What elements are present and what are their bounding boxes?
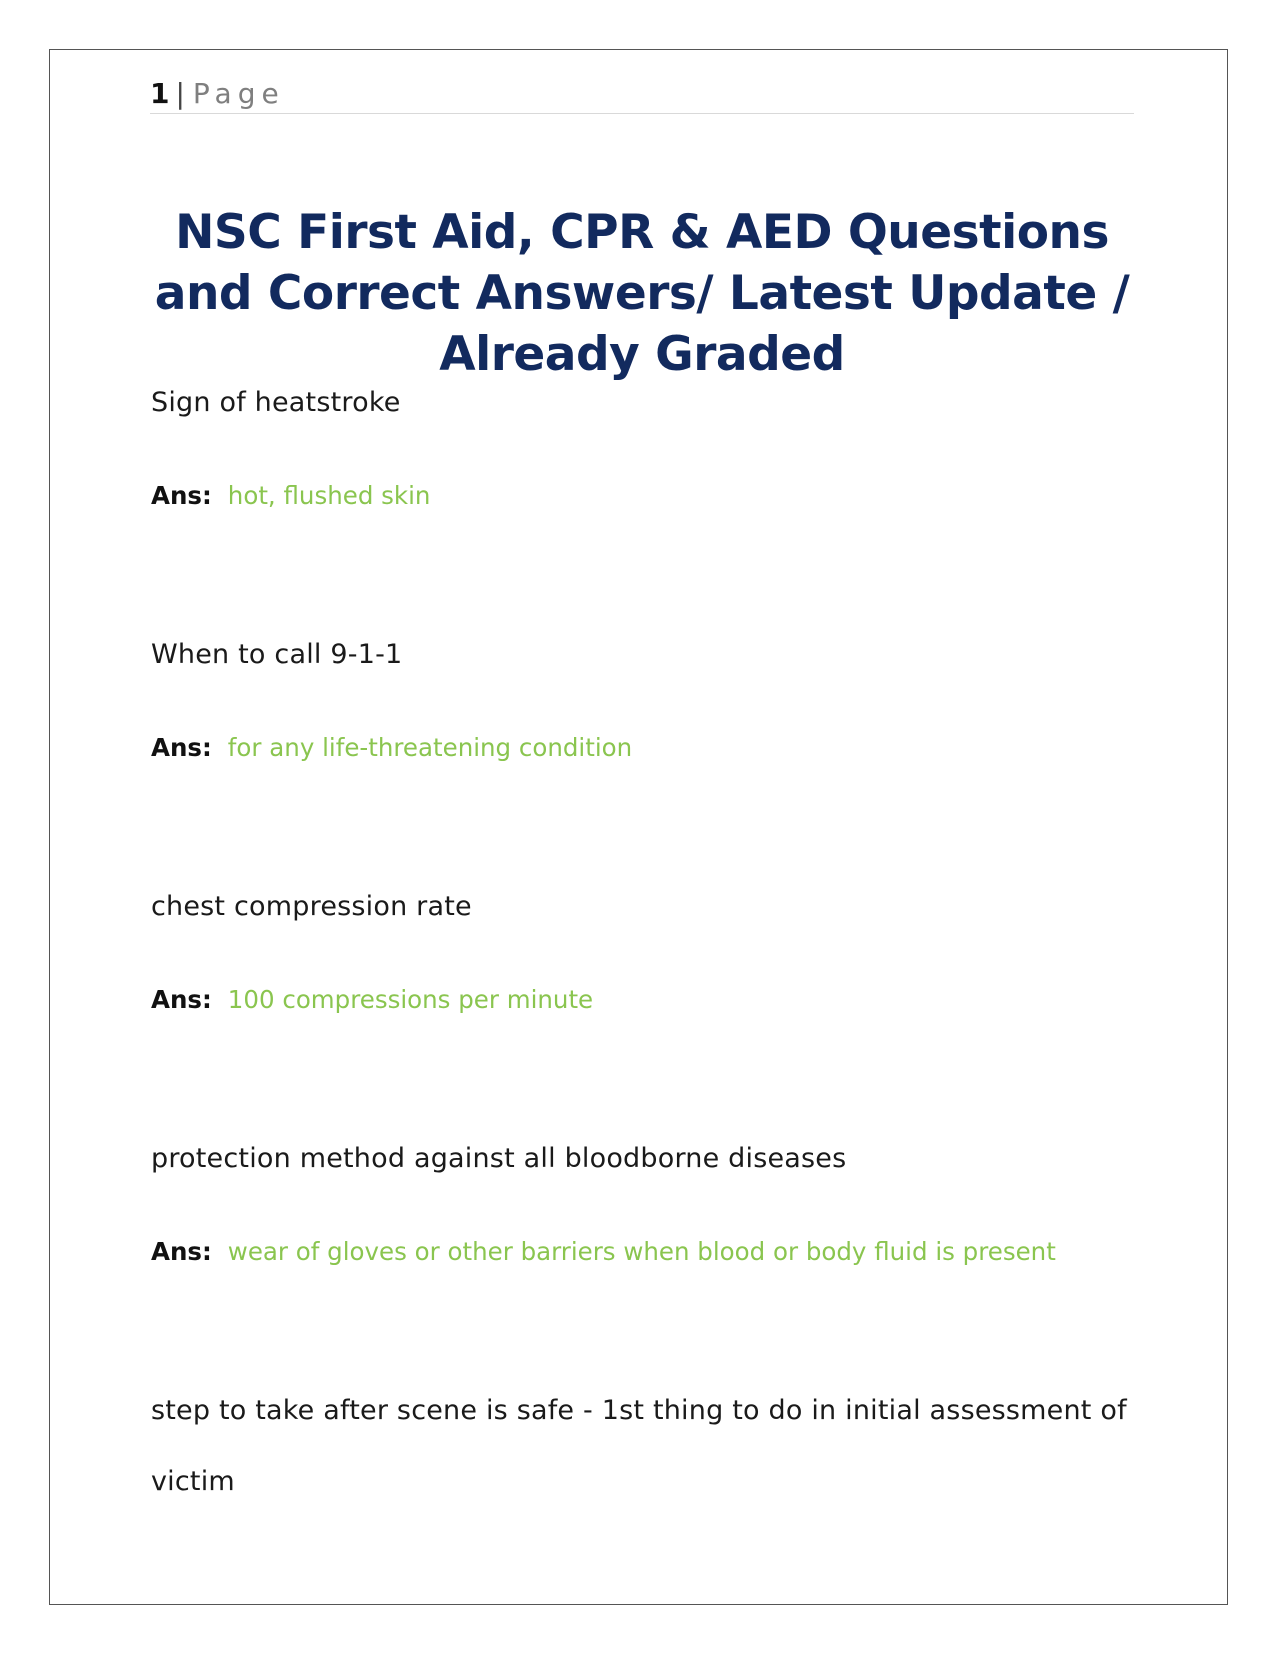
page-separator: | [175,77,185,110]
question-2: When to call 9-1-1 [151,639,403,670]
page-label: Page [192,77,285,110]
question-3: chest compression rate [151,891,472,922]
document-title: NSC First Aid, CPR & AED Questions and Correct Answers/ Latest Update / Already Graded [154,205,1130,382]
answer-1 [151,478,430,514]
answer-label: Ans: [151,733,212,762]
answer-text: wear of gloves or other barriers when blood or body fluid is present [227,1237,1056,1266]
answer-text: 100 compressions per minute [227,985,594,1014]
question-4: protection method against all bloodborne diseases [151,1143,847,1174]
answer-2 [151,730,632,766]
answer-label: Ans: [151,985,212,1014]
question-1: Sign of heatstroke [151,387,401,418]
answer-4 [151,1234,1056,1270]
answer-3 [151,982,593,1018]
question-5: step to take after scene is safe - 1st thing to do in initial assessment of victim [151,1395,1127,1497]
answer-text: hot, flushed skin [227,481,431,510]
page-header [150,76,1134,114]
answer-label: Ans: [151,1237,212,1266]
page-number: 1 [150,77,170,110]
answer-label: Ans: [151,481,212,510]
answer-text: for any life-threatening condition [227,733,633,762]
